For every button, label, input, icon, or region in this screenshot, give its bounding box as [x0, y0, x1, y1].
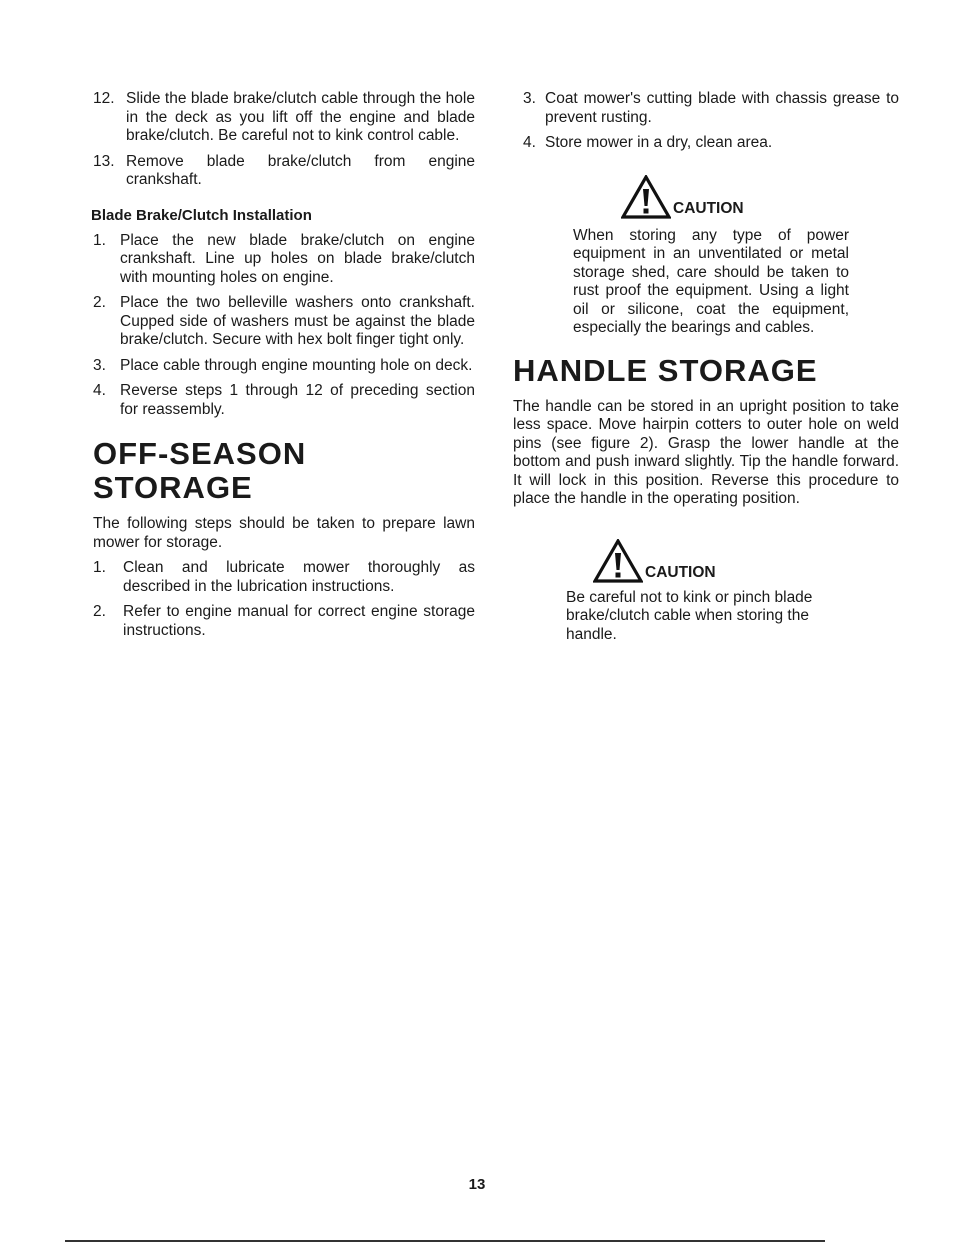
step-text: Clean and lubricate mower thoroughly as described in the lubrication instructions.: [123, 559, 475, 595]
list-item: [93, 90, 475, 146]
step-number: 3.: [523, 90, 536, 107]
warning-triangle-icon: [621, 175, 671, 219]
step-number: 4.: [523, 134, 536, 151]
step-text: Slide the blade brake/clutch cable through the hole in the deck as you lift off the engine and blade brake/clutch. Be careful not to kink control cable.: [126, 90, 475, 144]
off-season-heading: OFF-SEASON STORAGE: [93, 436, 307, 505]
step-number: 3.: [93, 356, 106, 374]
list-item: [523, 134, 899, 153]
storage-steps-list: [523, 90, 899, 153]
list-item: [523, 90, 899, 127]
list-item: [93, 294, 475, 350]
caution-label: CAUTION: [673, 199, 744, 217]
step-number: 4.: [93, 382, 106, 399]
caution-text: Be careful not to kink or pinch blade brake/clutch cable when storing the handle.: [566, 588, 813, 643]
left-column: [93, 90, 475, 647]
step-text: Place cable through engine mounting hole on deck.: [120, 356, 473, 374]
caution-box: [573, 227, 849, 338]
step-number: 12.: [93, 90, 115, 107]
step-number: 2.: [93, 603, 106, 620]
page-number: 13: [468, 1176, 486, 1193]
step-text: Place the new blade brake/clutch on engine crankshaft. Line up holes on blade brake/clutch with mounting holes on engine.: [120, 231, 475, 286]
caution-label: CAUTION: [645, 563, 716, 581]
install-steps-list: [93, 232, 475, 420]
off-season-steps-list: [93, 559, 475, 640]
step-number: 1.: [93, 231, 106, 249]
list-item: [93, 232, 475, 288]
step-text: Remove blade brake/clutch from engine crankshaft.: [126, 152, 475, 188]
handle-storage-heading: HANDLE STORAGE: [513, 352, 818, 388]
step-number: 1.: [93, 559, 106, 576]
list-item: [93, 357, 475, 376]
caution-text: When storing any type of power equipment in an unventilated or metal storage shed, care should be taken to rust proof the equipment. Using a light oil or silicone, coat the equipment, especially the bearings and cables.: [573, 226, 849, 336]
step-number: 2.: [93, 294, 106, 311]
removal-steps-list: [93, 90, 475, 190]
list-item: [93, 559, 475, 596]
warning-triangle-icon: [593, 539, 643, 583]
step-text: Reverse steps 1 through 12 of preceding section for reassembly.: [120, 382, 475, 418]
step-number: 13.: [93, 152, 115, 170]
step-text: Refer to engine manual for correct engine storage instructions.: [123, 603, 475, 639]
caution-box: [566, 589, 846, 645]
right-column: [513, 90, 899, 644]
caution-header: [593, 539, 899, 583]
step-text: Store mower in a dry, clean area.: [545, 134, 773, 151]
handle-storage-text: The handle can be stored in an upright position to take less space. Move hairpin cotters to outer hole on weld pins (see figure 2). Grasp the lower handle at the bottom and push inward slightly. Tip the handle forward. It will lock in this position. Reverse this procedure to place the handle in the operating position.: [513, 397, 899, 507]
list-item: [93, 603, 475, 640]
caution-header: [621, 175, 899, 219]
step-text: Coat mower's cutting blade with chassis grease to prevent rusting.: [545, 90, 899, 126]
list-item: [93, 382, 475, 419]
step-text: Place the two belleville washers onto crankshaft. Cupped side of washers must be against the blade brake/clutch. Secure with hex bolt finger tight only.: [120, 294, 475, 348]
off-season-intro: The following steps should be taken to prepare lawn mower for storage.: [93, 515, 475, 551]
install-subheading: Blade Brake/Clutch Installation: [91, 206, 312, 224]
footer-rule: [65, 1240, 825, 1242]
list-item: [93, 153, 475, 190]
